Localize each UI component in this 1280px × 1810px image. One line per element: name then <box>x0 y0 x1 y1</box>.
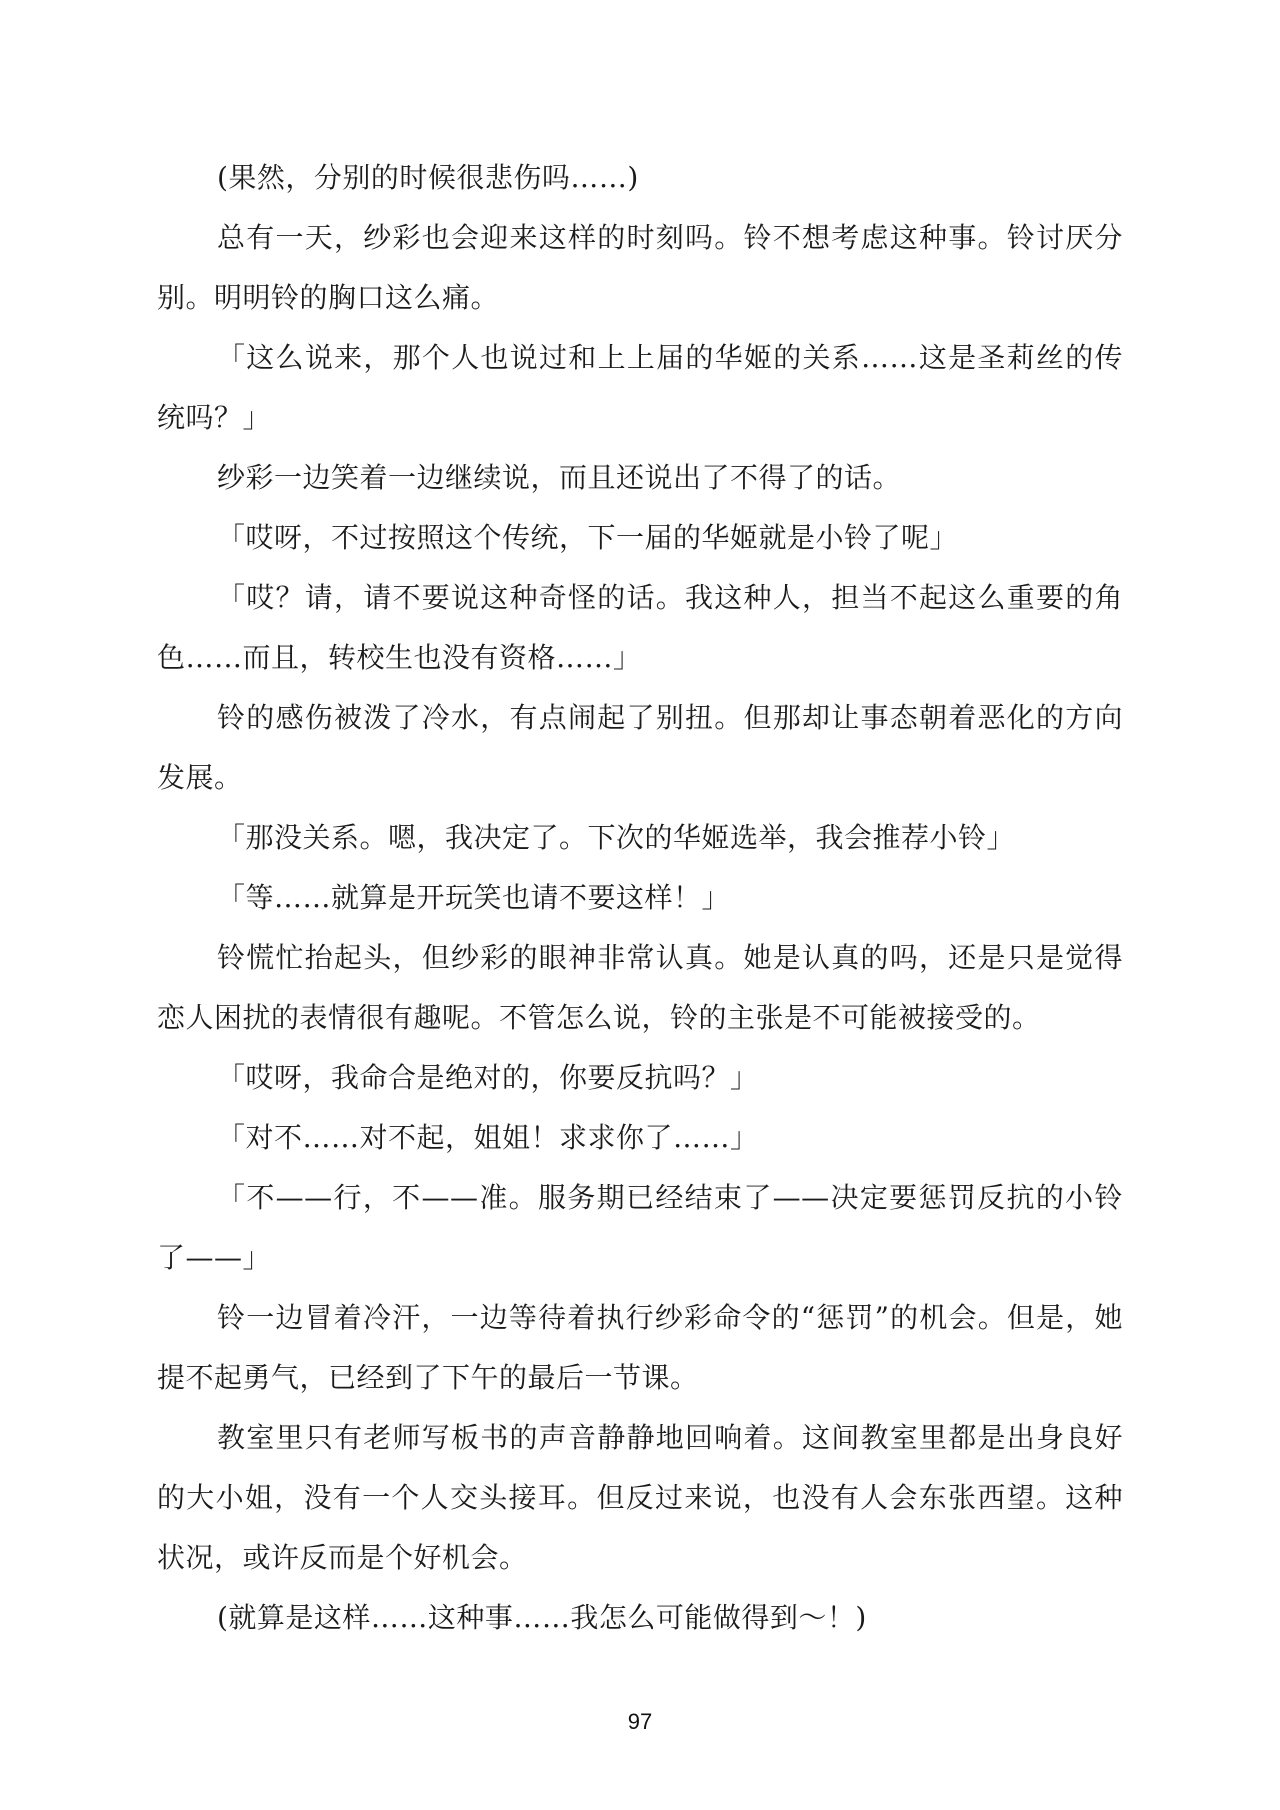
paragraph: 「哎呀，我命合是绝对的，你要反抗吗？」 <box>217 1061 759 1094</box>
paragraph: 铃一边冒着冷汗，一边等待着执行纱彩命令的“惩罚”的机会。但是，她提不起勇气，已经到了下午的最后一节课。 <box>157 1301 1123 1394</box>
paragraph: 「等……就算是开玩笑也请不要这样！」 <box>217 881 731 914</box>
paragraph: 纱彩一边笑着一边继续说，而且还说出了不得了的话。 <box>217 461 902 494</box>
paragraph: 铃的感伤被泼了冷水，有点闹起了别扭。但那却让事态朝着恶化的方向发展。 <box>157 701 1123 794</box>
paragraph: (果然，分别的时候很悲伤吗……) <box>217 161 639 194</box>
body-text <box>157 148 1123 1648</box>
paragraph: 「不——行，不——准。服务期已经结束了——决定要惩罚反抗的小铃了——」 <box>157 1181 1123 1274</box>
paragraph: 铃慌忙抬起头，但纱彩的眼神非常认真。她是认真的吗，还是只是觉得恋人困扰的表情很有趣呢。不管怎么说，铃的主张是不可能被接受的。 <box>157 941 1123 1034</box>
paragraph: 教室里只有老师写板书的声音静静地回响着。这间教室里都是出身良好的大小姐，没有一个人交头接耳。但反过来说，也没有人会东张西望。这种状况，或许反而是个好机会。 <box>157 1421 1123 1574</box>
paragraph: (就算是这样……这种事……我怎么可能做得到～！) <box>217 1601 867 1634</box>
page-number: 97 <box>627 1709 653 1734</box>
paragraph: 总有一天，纱彩也会迎来这样的时刻吗。铃不想考虑这种事。铃讨厌分别。明明铃的胸口这么痛。 <box>157 221 1123 314</box>
paragraph: 「哎？请，请不要说这种奇怪的话。我这种人，担当不起这么重要的角色……而且，转校生也没有资格……」 <box>157 581 1123 674</box>
paragraph: 「那没关系。嗯，我决定了。下次的华姬选举，我会推荐小铃」 <box>217 821 1016 854</box>
paragraph: 「哎呀，不过按照这个传统，下一届的华姬就是小铃了呢」 <box>217 521 959 554</box>
paragraph: 「这么说来，那个人也说过和上上届的华姬的关系……这是圣莉丝的传统吗？」 <box>157 341 1123 434</box>
paragraph: 「对不……对不起，姐姐！求求你了……」 <box>217 1121 759 1154</box>
